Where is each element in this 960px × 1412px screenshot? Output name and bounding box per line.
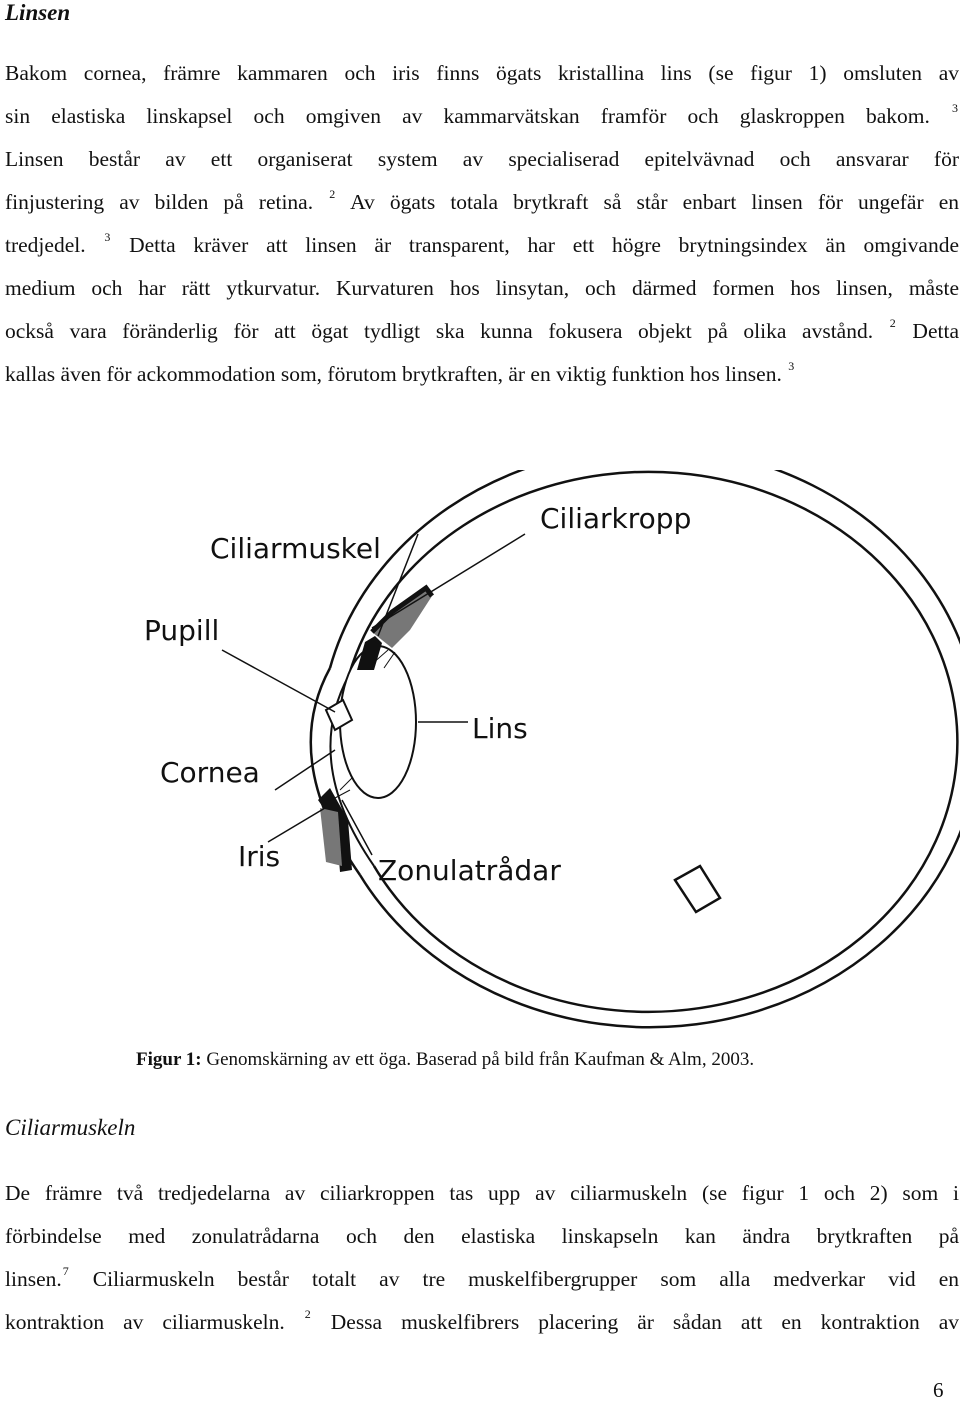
label-ciliarmuskel: Ciliarmuskel <box>210 532 381 565</box>
citation-ref: 3 <box>788 359 795 373</box>
text-line <box>5 138 959 181</box>
text-line <box>5 310 959 353</box>
figure-caption <box>136 1049 754 1071</box>
text-run: De främre två tredjedelarna av ciliarkroppen tas upp av ciliarmuskeln (se figur 1 och 2) som i <box>5 1181 959 1205</box>
label-ciliarkropp: Ciliarkropp <box>540 502 692 535</box>
text-line <box>5 267 959 310</box>
text-line <box>5 1215 959 1258</box>
label-lins: Lins <box>472 712 528 745</box>
text-run: också vara föränderlig för att ögat tydligt ska kunna fokusera objekt på olika avstånd. <box>5 319 889 343</box>
label-iris: Iris <box>238 840 281 873</box>
text-run: finjustering av bilden på retina. <box>5 190 329 214</box>
paragraph-linsen <box>5 52 959 396</box>
paragraph-ciliarmuskeln <box>5 1172 959 1344</box>
text-run: Detta kräver att linsen är transparent, har ett högre brytningsindex än omgivande <box>111 233 959 257</box>
text-line <box>5 181 959 224</box>
text-line <box>5 353 959 396</box>
text-line <box>5 224 959 267</box>
text-line <box>5 1258 959 1301</box>
text-run: medium och har rätt ytkurvatur. Kurvaturen hos linsytan, och därmed formen hos linsen, måste <box>5 276 959 300</box>
citation-ref: 2 <box>889 316 896 330</box>
text-run: kontraktion av ciliarmuskeln. <box>5 1310 304 1334</box>
text-run: Detta <box>896 319 959 343</box>
text-run: linsen. <box>5 1267 62 1291</box>
label-pupill: Pupill <box>144 614 220 647</box>
lens-shape <box>340 646 416 798</box>
text-line <box>5 1301 959 1344</box>
text-line <box>5 1172 959 1215</box>
text-run: Ciliarmuskeln består totalt av tre muskelfibergrupper som alla medverkar vid en <box>69 1267 959 1291</box>
figure-caption-text: Genomskärning av ett öga. Baserad på bild från Kaufman & Alm, 2003. <box>201 1049 755 1070</box>
text-run: tredjedel. <box>5 233 104 257</box>
sclera-inner <box>349 472 957 1012</box>
citation-ref: 7 <box>62 1264 69 1278</box>
text-run: Linsen består av ett organiserat system av specialiserad epitelvävnad och ansvarar för <box>5 147 959 171</box>
figure-caption-prefix: Figur 1: <box>136 1049 202 1070</box>
sclera-outer <box>330 470 960 1027</box>
label-zonulatradar: Zonulatrådar <box>378 854 561 887</box>
text-run: förbindelse med zonulatrådarna och den elastiska linskapseln kan ändra brytkraften på <box>5 1224 959 1248</box>
citation-ref: 2 <box>329 187 336 201</box>
text-run: sin elastiska linskapsel och omgiven av kammarvätskan framför och glaskroppen bakom. <box>5 104 951 128</box>
text-run: Bakom cornea, främre kammaren och iris finns ögats kristallina lins (se figur 1) omsluten av <box>5 61 959 85</box>
label-cornea: Cornea <box>160 756 260 789</box>
eye-cross-section-figure <box>0 470 960 1050</box>
text-run: Dessa muskelfibrers placering är sådan att en kontraktion av <box>311 1310 960 1334</box>
citation-ref: 2 <box>304 1307 311 1321</box>
section-heading-ciliarmuskeln: Ciliarmuskeln <box>5 1115 136 1140</box>
text-run: Av ögats totala brytkraft så står enbart linsen för ungefär en <box>336 190 959 214</box>
text-line <box>5 52 959 95</box>
text-line <box>5 95 959 138</box>
page-number: 6 <box>933 1378 944 1402</box>
section-heading-linsen: Linsen <box>5 0 71 25</box>
text-run: kallas även för ackommodation som, förutom brytkraften, är en viktig funktion hos linsen. <box>5 362 788 386</box>
citation-ref: 3 <box>952 101 958 115</box>
citation-ref: 3 <box>104 230 111 244</box>
optic-nerve <box>675 866 720 912</box>
